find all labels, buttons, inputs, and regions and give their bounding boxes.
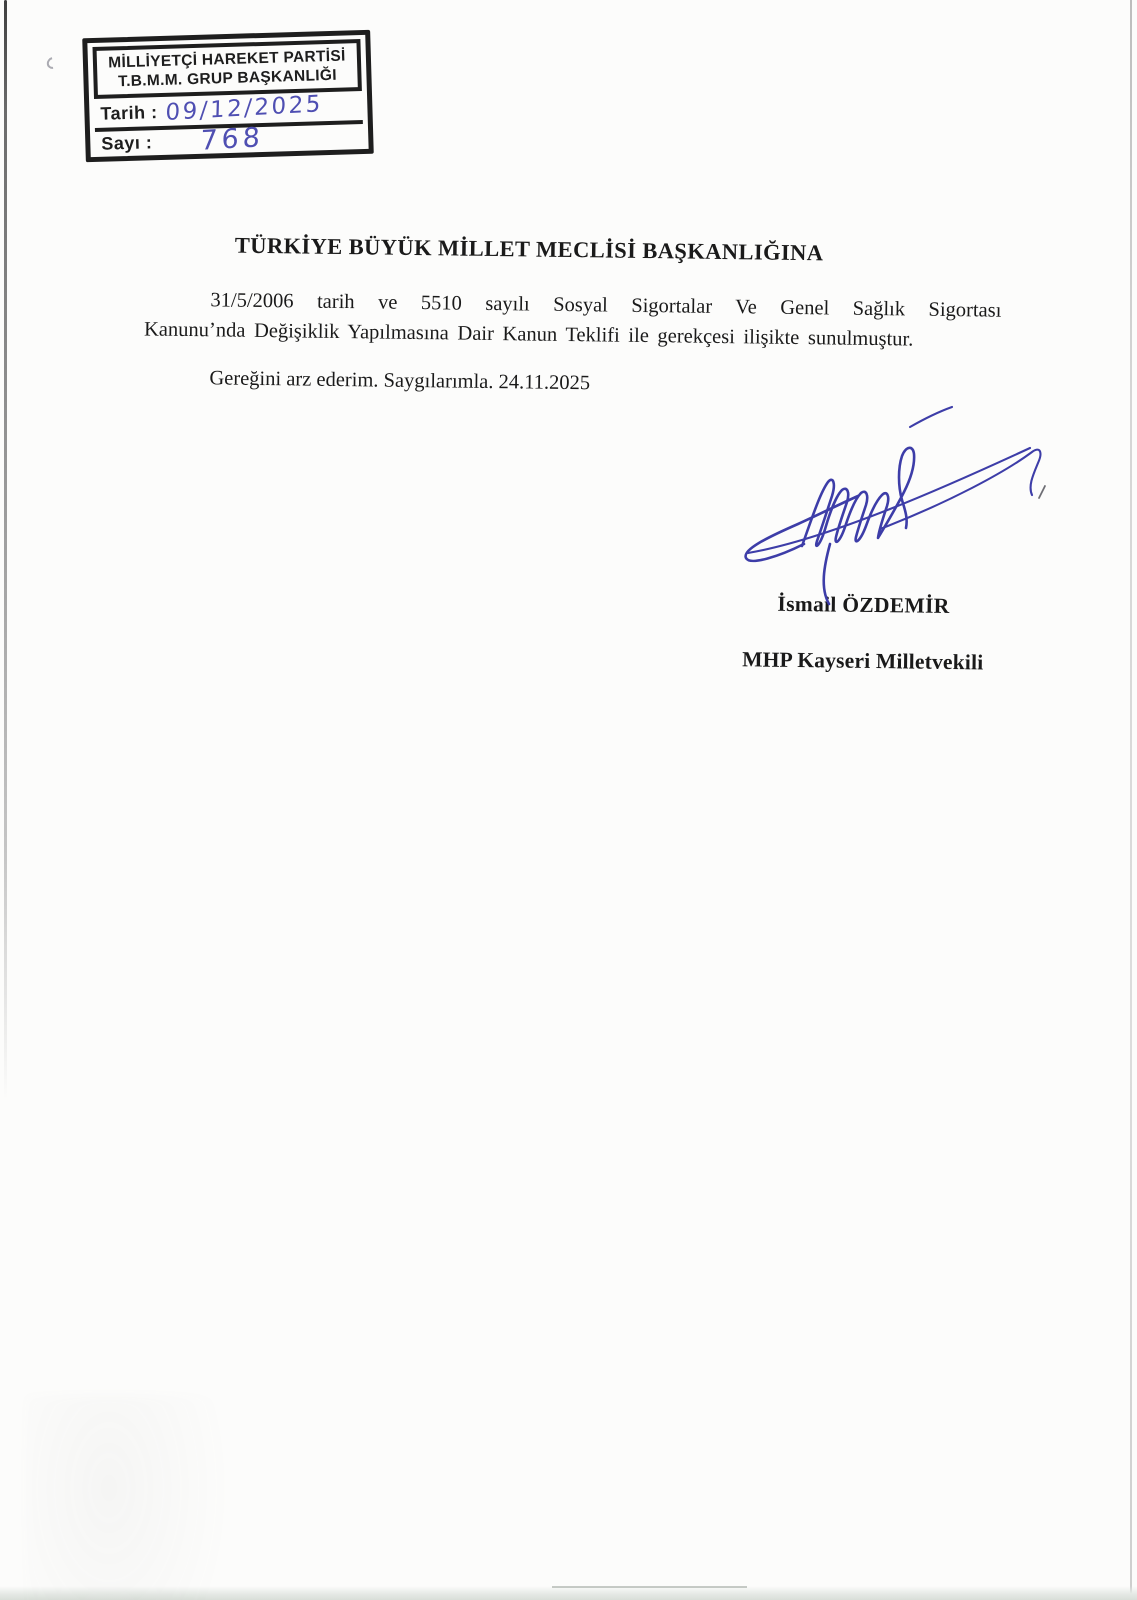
stamp-number-label: Sayı : — [101, 132, 153, 154]
stamp-number-value-handwritten: 768 — [199, 122, 265, 157]
stamp-org-name-line2: T.B.M.M. GRUP BAŞKANLIĞI — [117, 66, 338, 90]
stamp-org-name-line1: MİLLİYETÇİ HAREKET PARTİSİ — [107, 47, 346, 72]
signature-descender-stroke — [824, 544, 830, 604]
signature-svg — [740, 398, 1055, 610]
stamp-date-label: Tarih : — [100, 102, 158, 124]
signature-scribble-stroke — [802, 448, 914, 546]
signature — [740, 398, 1055, 610]
signature-accent-stroke — [910, 407, 952, 427]
closing-line: Gereğini arz ederim. Saygılarımla. 24.11.2025 — [209, 367, 591, 395]
letter-text-block — [143, 231, 1002, 400]
signer-title: MHP Kayseri Milletvekili — [742, 647, 984, 675]
document-title: TÜRKİYE BÜYÜK MİLLET MECLİSİ BAŞKANLIĞINA — [234, 232, 824, 266]
body-paragraph-line2: Kanunu’nda Değişiklik Yapılmasına Dair Kanun Teklifi ile gerekçesi ilişikte sunulmuştur. — [143, 318, 914, 351]
stamp-date-value-handwritten: 09/12/2025 — [165, 91, 324, 126]
signature-stray-tick — [1039, 486, 1045, 498]
body-paragraph-line1: 31/5/2006 tarih ve 5510 sayılı Sosyal Sigortalar Ve Genel Sağlık Sigortası — [210, 289, 1002, 322]
signer-name: İsmail ÖZDEMİR — [777, 591, 950, 619]
